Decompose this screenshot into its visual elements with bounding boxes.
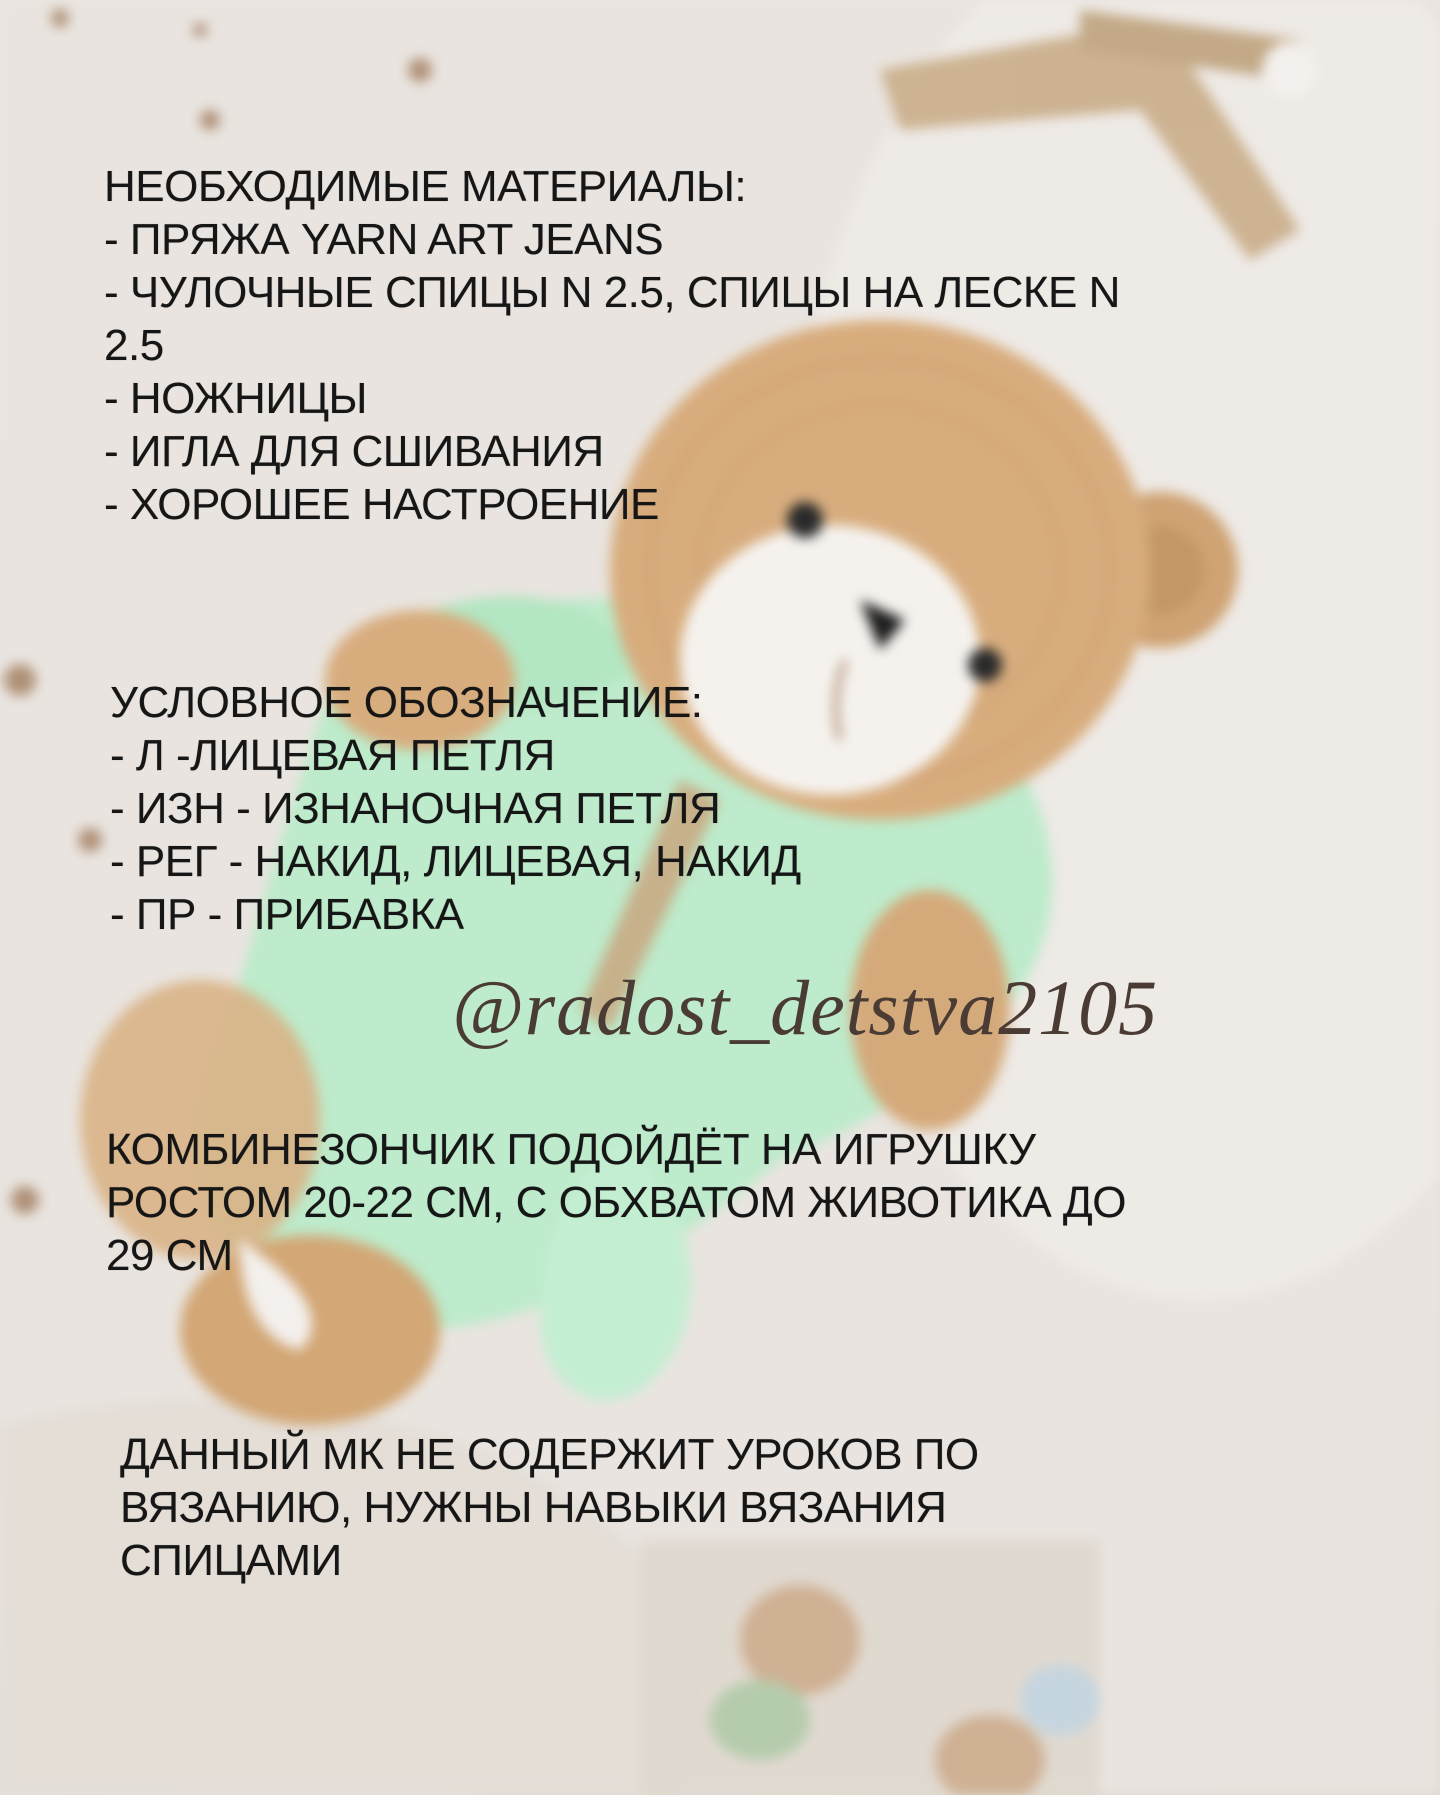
skills-note-line: СПИЦАМИ — [120, 1536, 342, 1585]
legend-item: - ПР - ПРИБАВКА — [110, 890, 464, 939]
materials-item: - ИГЛА ДЛЯ СШИВАНИЯ — [104, 427, 604, 476]
legend-title: УСЛОВНОЕ ОБОЗНАЧЕНИЕ: — [110, 678, 703, 727]
materials-item: - НОЖНИЦЫ — [104, 374, 367, 423]
materials-item: 2.5 — [104, 321, 164, 370]
legend-item: - ИЗН - ИЗНАНОЧНАЯ ПЕТЛЯ — [110, 784, 721, 833]
materials-item: - ХОРОШЕЕ НАСТРОЕНИЕ — [104, 480, 659, 529]
materials-title: НЕОБХОДИМЫЕ МАТЕРИАЛЫ: — [104, 162, 747, 211]
size-note — [106, 1123, 1126, 1282]
skills-note — [120, 1428, 979, 1587]
author-watermark: @radost_detstva2105 — [452, 964, 1159, 1051]
legend-item: - РЕГ - НАКИД, ЛИЦЕВАЯ, НАКИД — [110, 837, 801, 886]
size-note-line: 29 СМ — [106, 1231, 233, 1280]
skills-note-line: ДАННЫЙ МК НЕ СОДЕРЖИТ УРОКОВ ПО — [120, 1430, 979, 1479]
materials-list — [104, 160, 1120, 531]
materials-item: - ПРЯЖА YARN ART JEANS — [104, 215, 664, 264]
materials-item: - ЧУЛОЧНЫЕ СПИЦЫ N 2.5, СПИЦЫ НА ЛЕСКЕ N — [104, 268, 1120, 317]
legend-item: - Л -ЛИЦЕВАЯ ПЕТЛЯ — [110, 731, 555, 780]
skills-note-line: ВЯЗАНИЮ, НУЖНЫ НАВЫКИ ВЯЗАНИЯ — [120, 1483, 947, 1532]
size-note-line: КОМБИНЕЗОНЧИК ПОДОЙДЁТ НА ИГРУШКУ — [106, 1125, 1036, 1174]
size-note-line: РОСТОМ 20-22 СМ, С ОБХВАТОМ ЖИВОТИКА ДО — [106, 1178, 1126, 1227]
legend-list — [110, 676, 801, 941]
